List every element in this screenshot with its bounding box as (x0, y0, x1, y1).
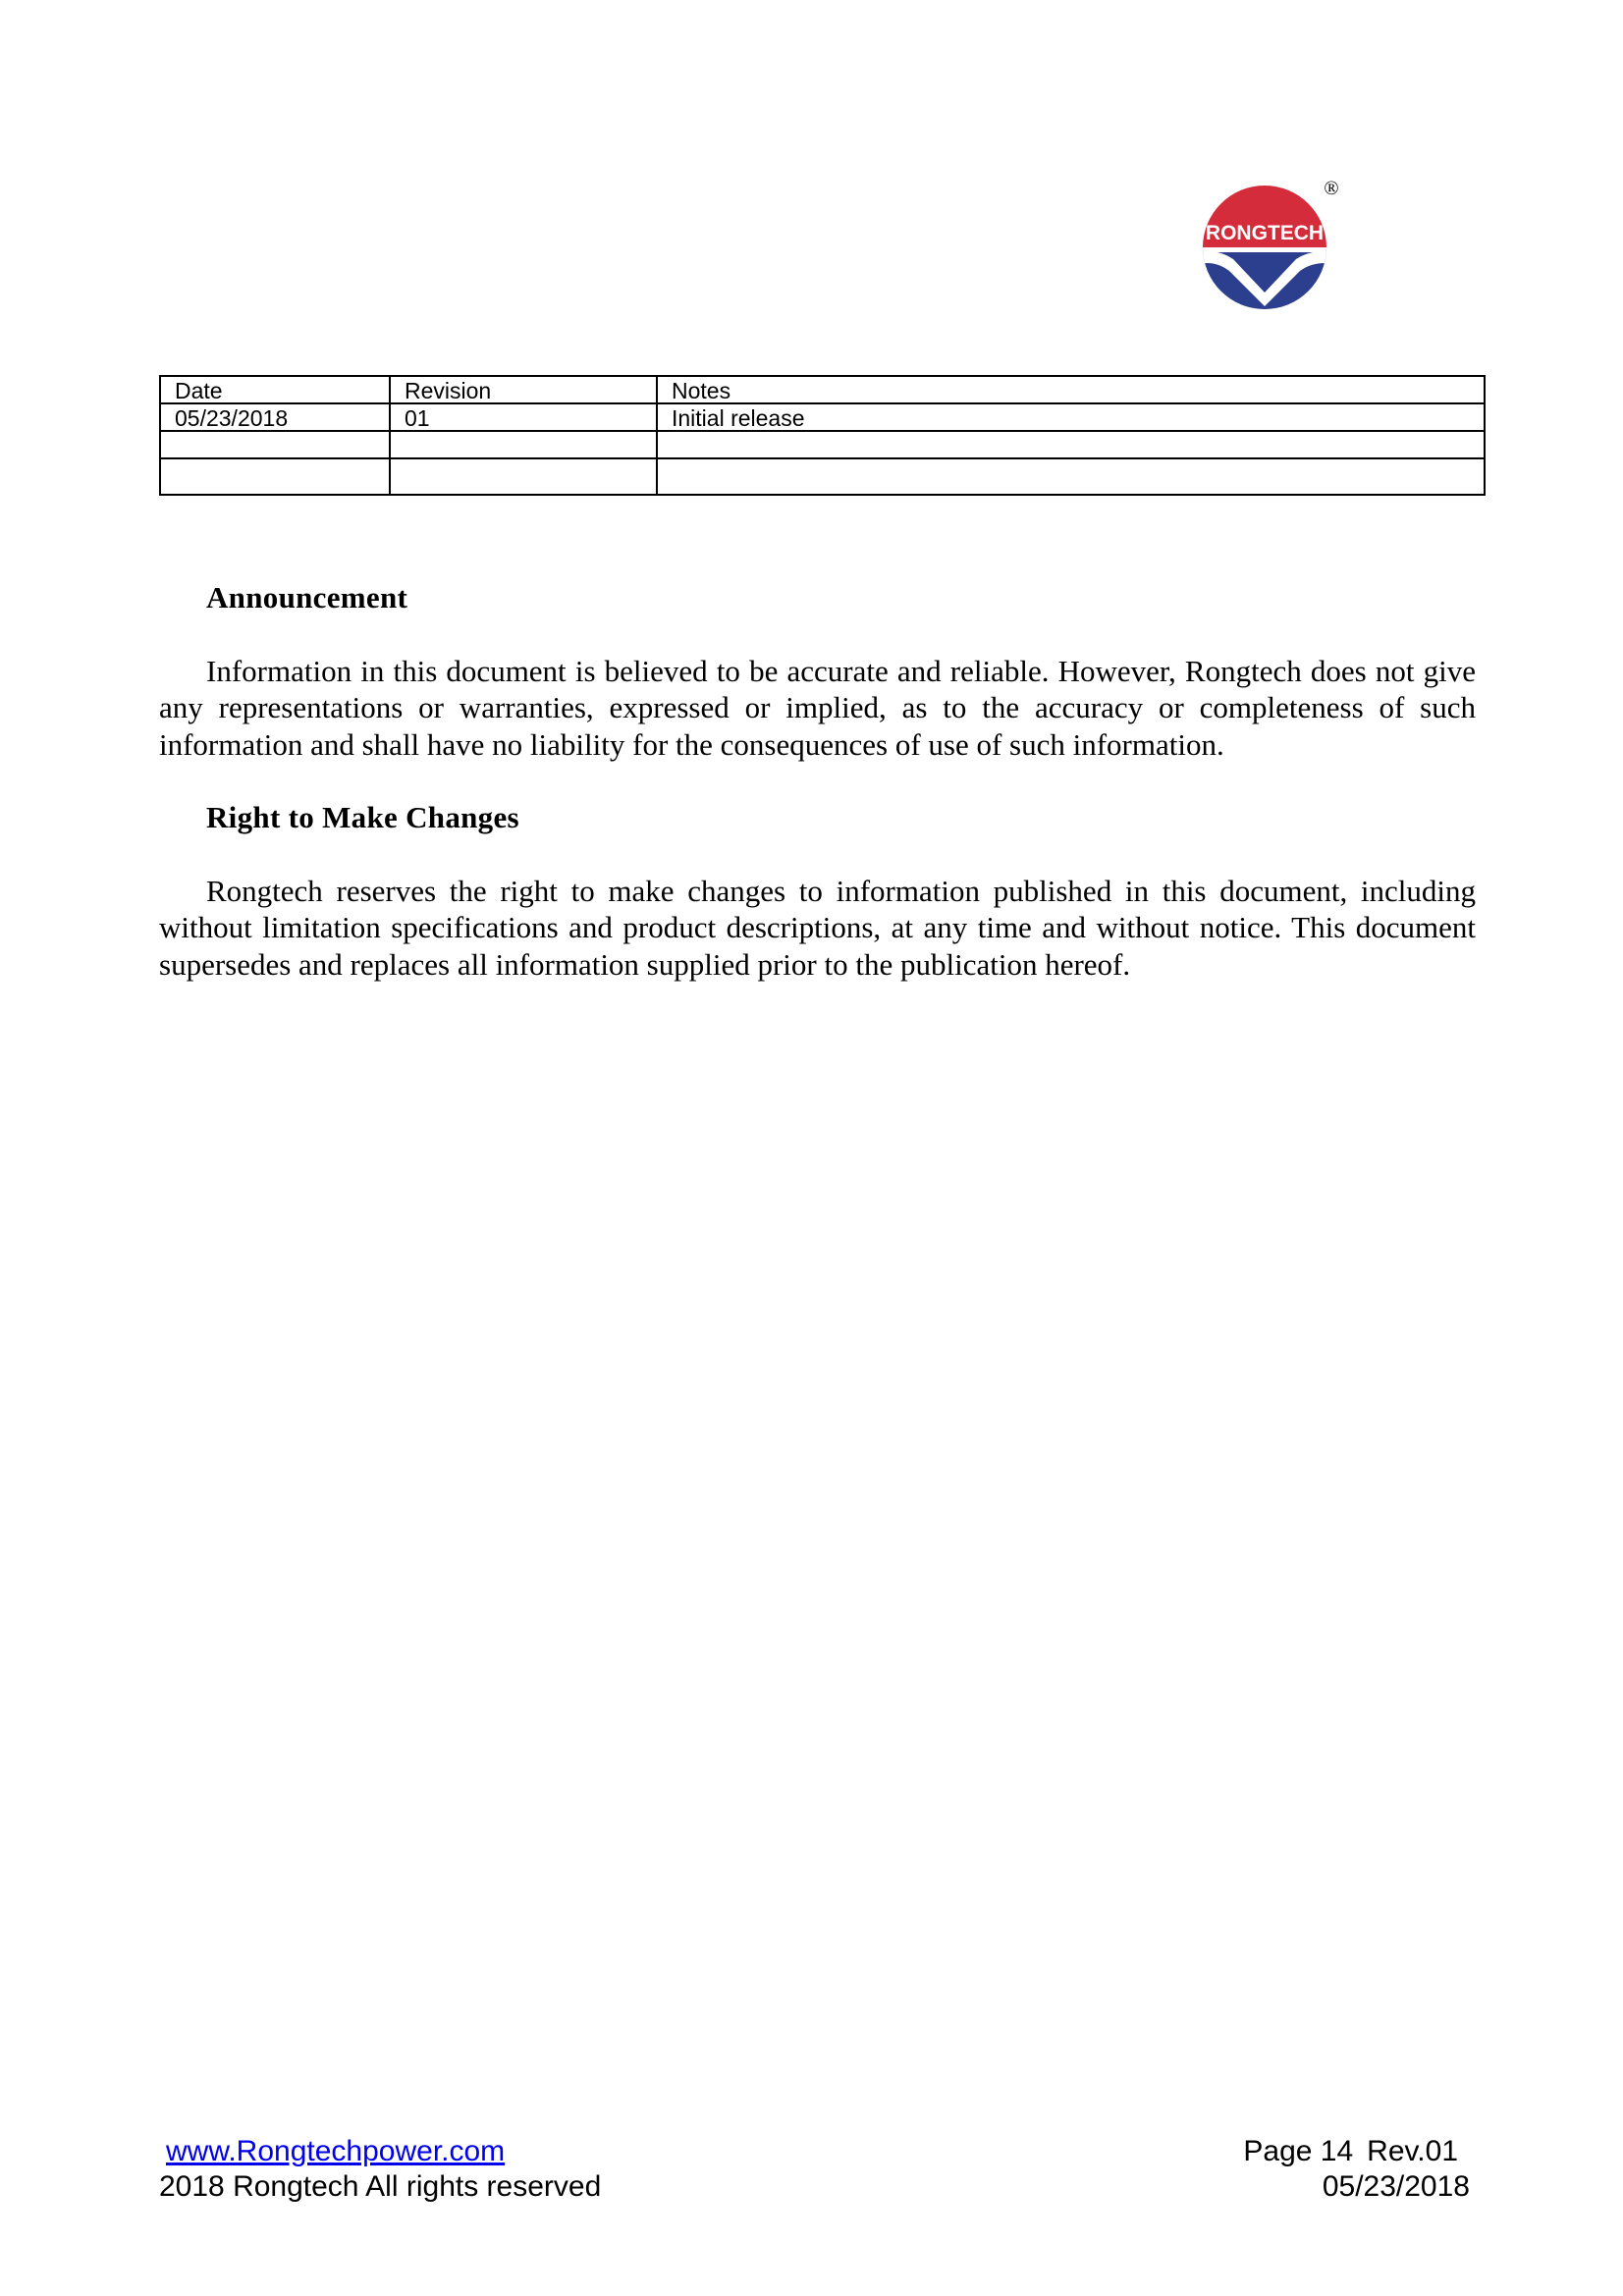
cell-date (160, 431, 390, 458)
copyright-text: 2018 Rongtech All rights reserved (159, 2170, 602, 2203)
registered-mark: ® (1324, 178, 1339, 199)
table-row (160, 403, 1485, 431)
cell-notes: Initial release (657, 403, 1485, 431)
revision-label: Rev.01 (1367, 2135, 1458, 2167)
announcement-paragraph: Information in this document is believed to be accurate and reliable. However, Rongtech does not give any representations or warranties, expressed or implied, as to the accuracy or completeness of such information and shall have no liability for the consequences of use of such information. (159, 653, 1476, 762)
page-number: Page 14 (1243, 2135, 1354, 2167)
table-row (160, 431, 1485, 458)
document-body (159, 579, 1476, 1019)
cell-revision: 01 (390, 403, 657, 431)
announcement-heading: Announcement (206, 580, 408, 614)
logo-text: RONGTECH (1205, 222, 1325, 244)
rongtech-logo-icon (1196, 177, 1341, 314)
cell-date: 05/23/2018 (160, 403, 390, 431)
cell-revision (390, 458, 657, 495)
cell-notes (657, 431, 1485, 458)
cell-notes (657, 458, 1485, 495)
cell-date (160, 458, 390, 495)
table-header-row (160, 376, 1485, 403)
cell-revision (390, 431, 657, 458)
page-info (1243, 2134, 1458, 2169)
footer-right (1243, 2134, 1470, 2205)
table-row (160, 458, 1485, 495)
header-notes: Notes (657, 376, 1485, 403)
rongtech-logo (1196, 177, 1341, 314)
right-to-make-changes-paragraph: Rongtech reserves the right to make changes to information published in this document, including without limitation specifications and product descriptions, at any time and without notice. This document supersedes and replaces all information supplied prior to the publication hereof. (159, 873, 1476, 982)
header-revision: Revision (390, 376, 657, 403)
footer-date: 05/23/2018 (1322, 2170, 1470, 2203)
right-to-make-changes-heading: Right to Make Changes (206, 800, 519, 834)
revision-history-table (159, 375, 1486, 496)
header-date: Date (160, 376, 390, 403)
website-link[interactable]: www.Rongtechpower.com (166, 2135, 506, 2167)
footer-left (159, 2134, 601, 2205)
